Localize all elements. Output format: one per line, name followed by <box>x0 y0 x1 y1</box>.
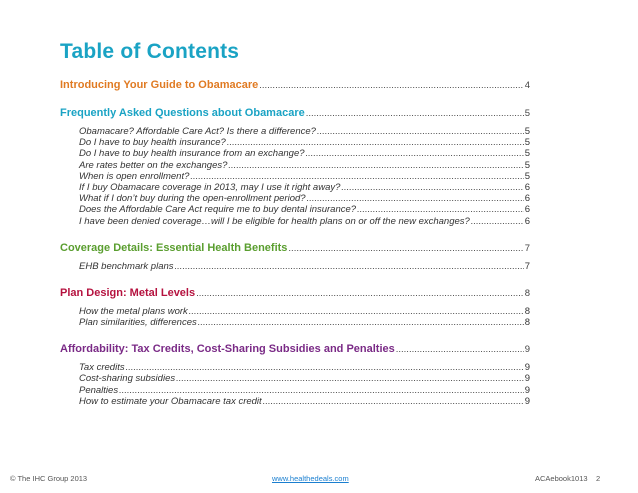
toc-subsection-entry[interactable] <box>60 261 530 272</box>
toc-subsection-entry[interactable] <box>60 171 530 182</box>
page-footer <box>0 473 638 485</box>
toc-page-number: 4 <box>524 80 530 91</box>
toc-subsection-title: Are rates better on the exchanges? <box>79 159 228 171</box>
toc-leader-dots <box>263 396 524 407</box>
toc-subsection-title: When is open enrollment? <box>79 170 190 182</box>
toc-section-title: Coverage Details: Essential Health Benefits <box>60 241 288 254</box>
toc-page-number: 6 <box>524 204 530 216</box>
toc-page-number: 8 <box>524 287 530 299</box>
toc-leader-dots <box>196 287 524 300</box>
toc-subsection-title: How the metal plans work <box>79 305 188 317</box>
toc-page-number: 6 <box>524 193 530 205</box>
toc-section-entry[interactable] <box>60 241 530 255</box>
toc-subsection-title: I have been denied coverage…will I be eligible for health plans on or off the new exchanges? <box>79 215 470 227</box>
toc-subsection-entry[interactable] <box>60 317 530 328</box>
toc-subsection-entry[interactable] <box>60 193 530 204</box>
toc-page-number: 9 <box>524 373 530 385</box>
toc-subsection-entry[interactable] <box>60 216 530 227</box>
toc-subsection-title: If I buy Obamacare coverage in 2013, may I use it right away? <box>79 181 341 193</box>
toc-leader-dots <box>119 385 524 396</box>
toc-subsection-title: EHB benchmark plans <box>79 260 174 272</box>
footer-website-link[interactable]: www.healthedeals.com <box>272 474 349 483</box>
toc-page-number: 5 <box>524 159 530 171</box>
toc-leader-dots <box>471 216 524 227</box>
toc-subsection-title: Do I have to buy health insurance? <box>79 137 226 149</box>
toc-leader-dots <box>176 373 524 384</box>
toc-subsection-entry[interactable] <box>60 204 530 215</box>
toc-section-entry[interactable] <box>60 106 530 120</box>
toc-section-entry[interactable] <box>60 342 530 356</box>
toc-subsection-title: Tax credits <box>79 362 125 374</box>
toc-leader-dots <box>190 171 523 182</box>
toc-page-number: 8 <box>524 317 530 329</box>
toc-section-entry[interactable] <box>60 78 530 92</box>
toc-page-number: 5 <box>524 148 530 160</box>
toc-page-number: 5 <box>524 170 530 182</box>
toc-leader-dots <box>307 193 524 204</box>
toc-subsection-entry[interactable] <box>60 396 530 407</box>
toc-page-number: 7 <box>524 242 530 254</box>
toc-subsection-entry[interactable] <box>60 362 530 373</box>
toc-leader-dots <box>396 343 524 356</box>
toc-page-number: 5 <box>524 137 530 149</box>
toc-leader-dots <box>259 79 523 92</box>
toc-leader-dots <box>317 126 524 137</box>
toc-subsection-title: Obamacare? Affordable Care Act? Is there a difference? <box>79 126 316 137</box>
footer-page-number: 2 <box>596 474 601 483</box>
table-of-contents <box>60 78 530 407</box>
page-title: Table of Contents <box>60 40 240 63</box>
toc-leader-dots <box>357 204 524 215</box>
toc-leader-dots <box>288 242 523 255</box>
toc-leader-dots <box>227 137 524 148</box>
toc-page-number: 9 <box>524 344 530 356</box>
toc-section-title: Plan Design: Metal Levels <box>60 286 196 299</box>
toc-page-number: 6 <box>524 181 530 193</box>
toc-leader-dots <box>189 306 524 317</box>
toc-leader-dots <box>341 182 523 193</box>
toc-subsection-entry[interactable] <box>60 306 530 317</box>
toc-page-number: 7 <box>524 260 530 272</box>
footer-document-code: ACAebook1013 <box>535 474 588 483</box>
toc-subsection-entry[interactable] <box>60 137 530 148</box>
toc-subsection-entry[interactable] <box>60 373 530 384</box>
toc-subsection-title: Plan similarities, differences <box>79 317 197 329</box>
toc-leader-dots <box>126 362 524 373</box>
toc-leader-dots <box>175 261 524 272</box>
toc-page-number: 6 <box>524 215 530 227</box>
toc-page-number: 5 <box>524 108 530 119</box>
toc-subsection-entry[interactable] <box>60 126 530 137</box>
toc-section-title: Frequently Asked Questions about Obamacare <box>60 107 305 119</box>
toc-section-entry[interactable] <box>60 286 530 300</box>
toc-subsection-entry[interactable] <box>60 385 530 396</box>
toc-subsection-entry[interactable] <box>60 160 530 171</box>
toc-section-title: Introducing Your Guide to Obamacare <box>60 79 259 91</box>
toc-leader-dots <box>198 317 524 328</box>
toc-page-number: 9 <box>524 395 530 407</box>
toc-leader-dots <box>306 148 524 159</box>
toc-page-number: 9 <box>524 362 530 374</box>
toc-subsection-entry[interactable] <box>60 148 530 159</box>
toc-subsection-title: Do I have to buy health insurance from an exchange? <box>79 148 305 160</box>
toc-leader-dots <box>228 160 523 171</box>
toc-subsection-title: Penalties <box>79 384 119 396</box>
toc-page-number: 9 <box>524 384 530 396</box>
toc-subsection-entry[interactable] <box>60 182 530 193</box>
toc-page-number: 5 <box>524 126 530 137</box>
toc-subsection-title: Cost-sharing subsidies <box>79 373 176 385</box>
toc-page-number: 8 <box>524 305 530 317</box>
toc-subsection-title: Does the Affordable Care Act require me to buy dental insurance? <box>79 204 357 216</box>
toc-leader-dots <box>306 107 524 120</box>
toc-subsection-title: What if I don’t buy during the open-enrollment period? <box>79 193 306 205</box>
toc-section-title: Affordability: Tax Credits, Cost-Sharing Subsidies and Penalties <box>60 343 395 356</box>
toc-subsection-title: How to estimate your Obamacare tax credit <box>79 395 262 407</box>
footer-copyright: © The IHC Group 2013 <box>10 474 88 483</box>
